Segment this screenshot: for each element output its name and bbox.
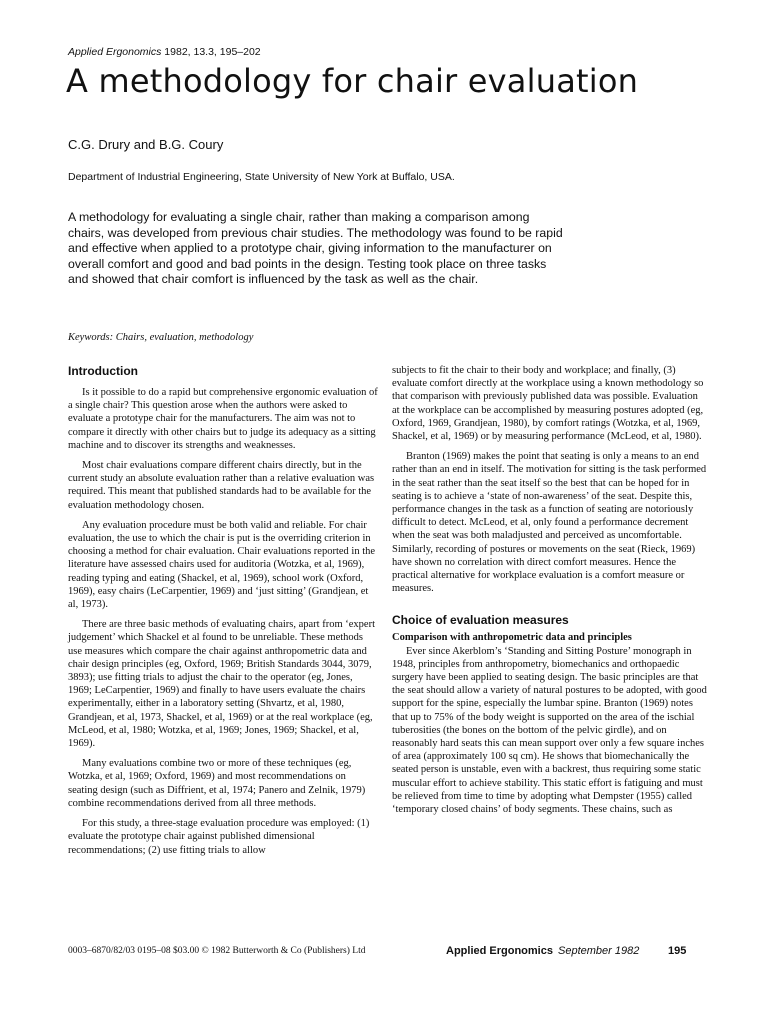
copyright-line: 0003–6870/82/03 0195–08 $03.00 © 1982 Butterworth & Co (Publishers) Ltd [68, 946, 366, 956]
footer-issue-date: September 1982 [558, 945, 640, 957]
left-column [68, 364, 378, 864]
journal-name: Applied Ergonomics [68, 46, 162, 58]
paragraph: subjects to fit the chair to their body and workplace; and finally, (3) evaluate comfort directly at the workplace using a known methodology so that comparison with previously published data was possible. Evaluation at the workplace can be accomplished by measuring postures adopted (eg, Oxford, 1969, Grandjean, 1980), by comfort ratings (Wotzka, et al, 1969, Shackel, et al, 1969) or by measuring performance (McLeod, et al, 1980). [392, 365, 704, 443]
paragraph: Many evaluations combine two or more of these techniques (eg, Wotzka, et al, 1969; Oxford, 1969) and most recommendations on seating design (such as Diffrient, et al, 1974; Panero and Zelnik, 1979) combine recommendations derived from all three methods. [68, 758, 366, 809]
footer-journal-name: Applied Ergonomics [446, 945, 553, 957]
section-heading-choice-of-measures: Choice of evaluation measures [392, 613, 569, 628]
paragraph: Is it possible to do a rapid but comprehensive ergonomic evaluation of a single chair? This question arose when the authors were asked to evaluate a prototype chair for the manufacturers. The aim was not to compare it directly with other chairs but to judge its adequacy as a sitting machine and to discover its strengths and weaknesses. [68, 387, 378, 451]
right-column [392, 364, 708, 823]
keywords: Keywords: Chairs, evaluation, methodology [68, 332, 254, 343]
subsection-heading-anthropometric: Comparison with anthropometric data and principles [392, 632, 632, 644]
journal-reference [68, 46, 261, 58]
section-heading-introduction: Introduction [68, 364, 138, 378]
paragraph: For this study, a three-stage evaluation procedure was employed: (1) evaluate the prototype chair against published dimensional recommendations; (2) use fitting trials to allow [68, 818, 370, 856]
article-title: A methodology for chair evaluation [66, 62, 639, 100]
paragraph: Most chair evaluations compare different chairs directly, but in the current study an absolute evaluation rather than a relative evaluation was required. This meant that published standards had to be available for the evaluation methodology chosen. [68, 460, 375, 511]
abstract: A methodology for evaluating a single chair, rather than making a comparison among chairs, was developed from previous chair studies. The methodology was found to be rapid and effective when applied to a prototype chair, giving information to the manufacturer on overall comfort and good and bad points in the design. Testing took place on three tasks and showed that chair comfort is influenced by the task as well as the chair. [68, 210, 563, 287]
author-list: C.G. Drury and B.G. Coury [68, 137, 224, 152]
journal-citation: 1982, 13.3, 195–202 [161, 46, 261, 58]
page-number: 195 [668, 945, 687, 957]
paragraph: Ever since Akerblom’s ‘Standing and Sitting Posture’ monograph in 1948, principles from anthropometry, biomechanics and orthopaedic surgery have been applied to seating design. The basic principles are that the seat should allow a variety of natural postures to be adopted, with good support for the spine, especially the lumbar spine. Branton (1969) notes that up to 75% of the body weight is supported on the area of the ischial tuberosities (the bones on the bottom of the pelvic girdle), and on reasonably hard seats this can mean support over only a few square inches of area (approximately 100 sq cm). He shows that biomechanically the seated person is unstable, even with a backrest, thus requiring some static muscular effort to achieve stability. This static effort is fatiguing and must be relieved from time to time by adopting what Dempster (1955) called ‘temporary closed chains’ of body segments. These chains, such as [392, 645, 707, 816]
paragraph: There are three basic methods of evaluating chairs, apart from ‘expert judgement’ which Shackel et al found to be unreliable. These methods use measures which compare the chair against anthropometric data and chair design principles (eg, Oxford, 1969; British Standards 3044, 3079, 3893); use fitting trials to adjust the chair to the operator (eg, Jones, 1969; LeCarpentier, 1969) and finally to have users evaluate the chairs experimentally, either in a laboratory setting (Shvartz, et al, 1980, Grandjean, et al, 1973, Shackel, et al, 1969) or at the real workplace (eg, McLeod, et al, 1980; Wotzka, et al, 1969; Jones, 1969; Shackel, et al, 1969). [68, 619, 375, 750]
paragraph: Any evaluation procedure must be both valid and reliable. For chair evaluation, the use to which the chair is put is the overriding criterion in choosing a method for chair evaluation. Chair evaluations reported in the literature have assessed chairs used for auditoria (Wotzka, et al, 1969), reading typing and eating (Shackel, et al, 1969), school work (Oxford, 1969), easy chairs (LeCarpentier, 1969) and ‘just sitting’ (Grandjean, et al, 1973). [68, 519, 376, 611]
paragraph: Branton (1969) makes the point that seating is only a means to an end rather than an end in itself. The motivation for sitting is the task performed in the seat rather than the seat itself so the best that can be hoped for in seating is to achieve a ‘state of non-awareness’ of the seat. Despite this, performance changes in the task as a function of seating are notoriously difficult to detect. McLeod, et al, only found a performance decrement when the seat was both maladjusted and perceived as uncomfortable. Similarly, recording of postures or movements on the seat (Rieck, 1969) have shown no correlation with direct comfort measures. Hence the practical alternative for workplace evaluation is a comfort measure or measures. [392, 451, 707, 595]
author-affiliation: Department of Industrial Engineering, State University of New York at Buffalo, USA. [68, 171, 455, 183]
